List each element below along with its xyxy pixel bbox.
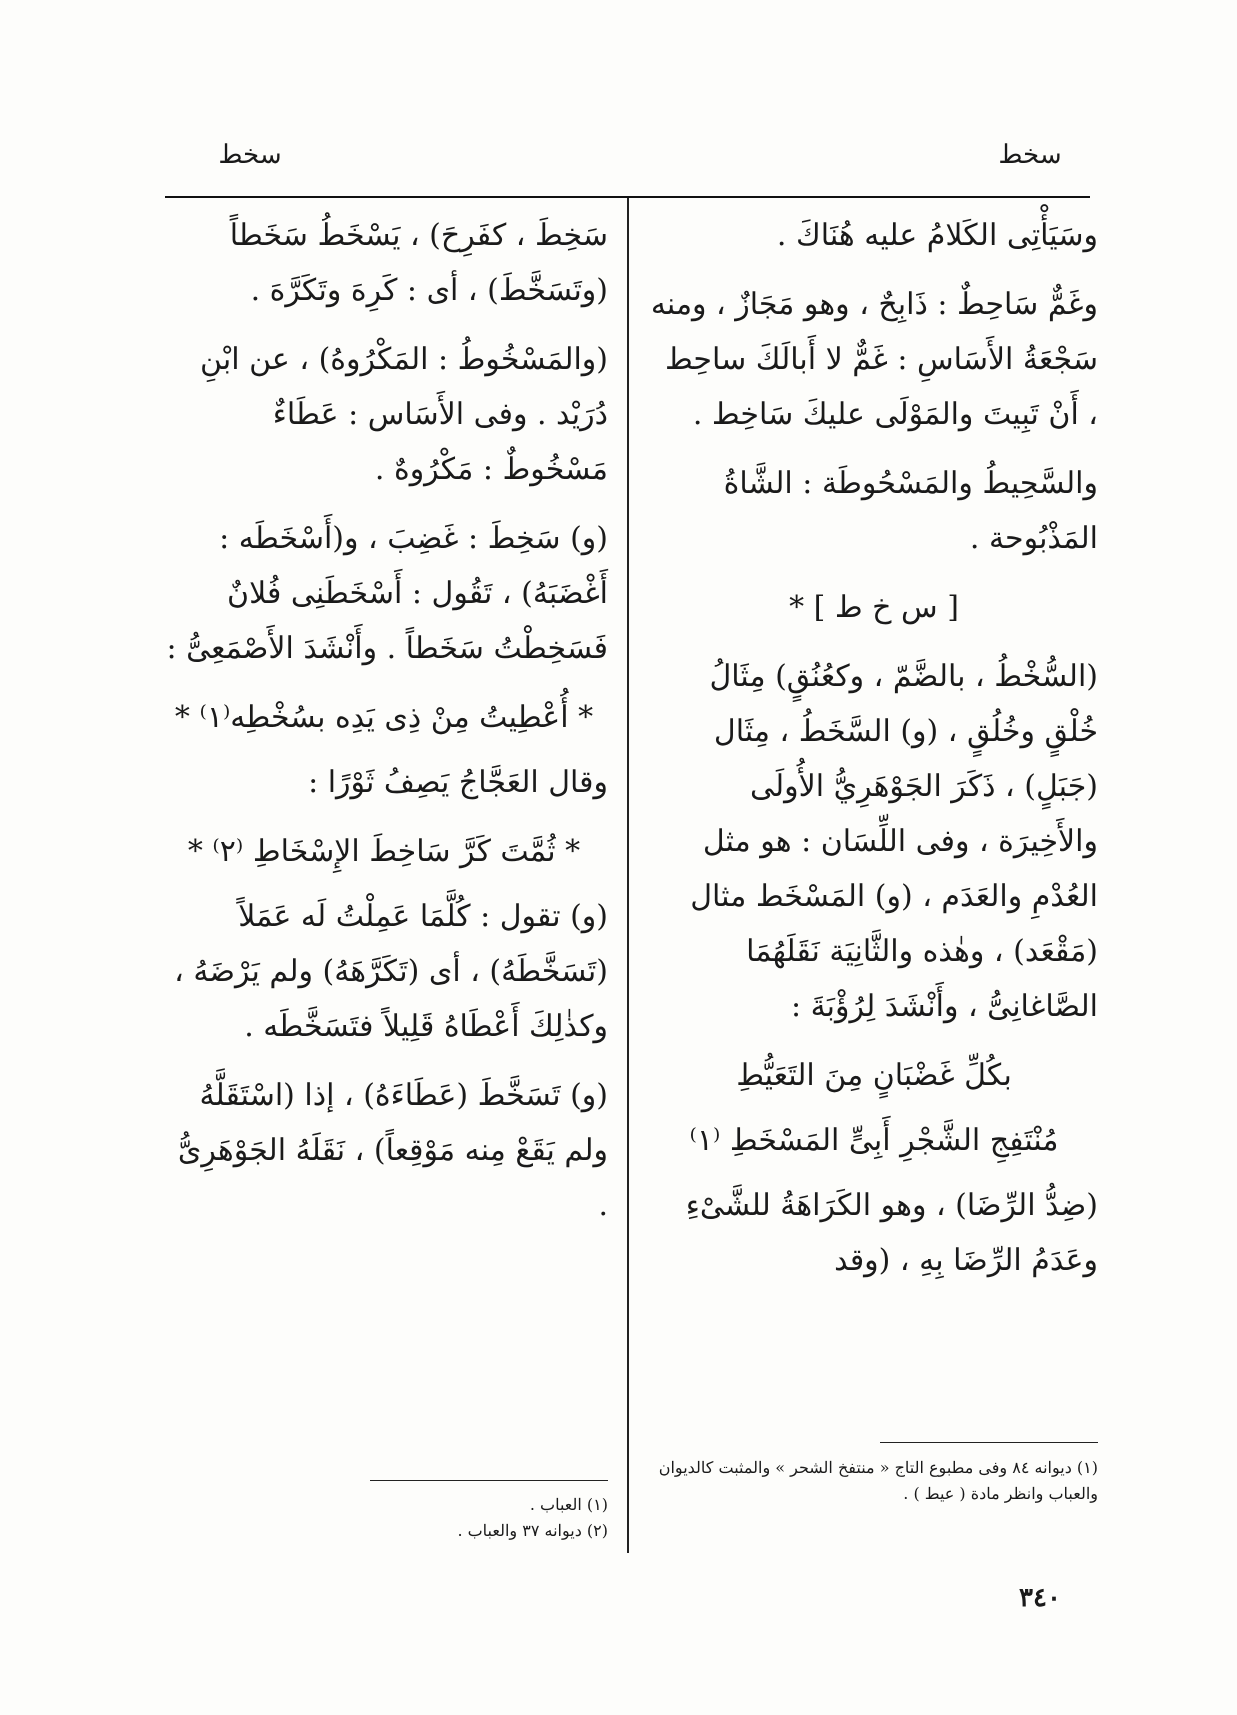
left-paragraph-2: (والمَسْخُوطُ : المَكْرُوهُ) ، عن ابْنِ دُرَيْد . وفى الأَسَاس : عَطَاءٌ مَسْخُوطٌ : مَكْرُوهٌ . bbox=[200, 342, 608, 487]
footnote-rule-left bbox=[370, 1480, 608, 1481]
left-paragraph-6: (و) تَسَخَّطَ (عَطَاءَهُ) ، إذا (اسْتَقَلَّهُ ولم يَقَعْ مِنه مَوْقِعاً) ، نَقَلَهُ الجَوْهَرِىُّ . bbox=[177, 1078, 608, 1223]
page-number: ٣٤٠ bbox=[1019, 1583, 1061, 1613]
footnotes-right bbox=[650, 1455, 1098, 1507]
left-paragraph-3: (و) سَخِطَ : غَضِبَ ، و(أَسْخَطَه : أَغْضَبَهُ) ، تَقُول : أَسْخَطَنِى فُلانٌ فَسَخِطْتُ سَخَطاً . وأَنْشَدَ الأَصْمَعِىُّ : bbox=[166, 521, 608, 666]
footnote-left-2: (٢) ديوانه ٣٧ والعباب . bbox=[457, 1521, 608, 1540]
entry-heading: [ س خ ط ] * bbox=[789, 590, 959, 625]
right-paragraph-1: وسَيَأْتِى الكَلامُ عليه هُنَاكَ . bbox=[776, 218, 1098, 253]
running-head-right: سخط bbox=[998, 140, 1062, 170]
right-paragraph-4: (السُّخْطُ ، بالضَّمّ ، وكعُنُقٍ) مِثَالُ خُلْقٍ وخُلُقٍ ، (و) السَّخَطُ ، مِثَال (جَبَلٍ) ، ذَكَرَ الجَوْهَرِيُّ الأُولَى والأَخِيرَة ، وفى اللِّسَان : هو مثل العُدْمِ والعَدَم ، (و) المَسْخَط مثال (مَقْعَد) ، وهٰذه والثَّانِيَة نَقَلَهُمَا الصَّاغانِىُّ ، وأَنْشَدَ لِرُؤْبَةَ : bbox=[690, 659, 1098, 1024]
right-paragraph-closing: (ضِدُّ الرِّضَا) ، وهو الكَرَاهَةُ للشَّىْءِ وعَدَمُ الرِّضَا بِهِ ، (وقد bbox=[685, 1188, 1098, 1278]
right-paragraph-2: وغَمٌّ سَاحِطٌ : ذَابِحٌ ، وهو مَجَازٌ ، ومنه سَجْعَةُ الأَسَاسِ : غَمٌّ لا أَبالَكَ ساحِط ، أَنْ تَبِيتَ والمَوْلَى عليكَ سَاخِط . bbox=[650, 287, 1098, 432]
left-paragraph-1: سَخِطَ ، كفَرِحَ) ، يَسْخَطُ سَخَطاً (وتَسَخَّطَ) ، أى : كَرِهَ وتَكَرَّهَ . bbox=[229, 218, 608, 308]
right-paragraph-3: والسَّحِيطُ والمَسْحُوطَة : الشَّاةُ المَذْبُوحة . bbox=[723, 466, 1098, 556]
footnotes-left bbox=[200, 1492, 608, 1544]
left-column bbox=[160, 208, 608, 1247]
verse-line-2: مُنْتَفِجِ الشَّجْرِ أَبِىٍّ المَسْخَطِ ⁽١⁾ bbox=[689, 1123, 1059, 1158]
verse-line-1: بكُلِّ غَضْبَانٍ مِنَ التَعَيُّطِ bbox=[736, 1058, 1012, 1093]
right-column bbox=[650, 208, 1098, 1302]
column-divider bbox=[627, 198, 629, 1553]
left-verse-1: * أُعْطِيتُ مِنْ ذِى يَدِه بسُخْطِه⁽١⁾ * bbox=[174, 700, 594, 735]
left-paragraph-5: (و) تقول : كُلَّمَا عَمِلْتُ لَه عَمَلاً (تَسَخَّطَهُ) ، أى (تَكَرَّهَهُ) ولم يَرْضَهُ ، وكذٰلِكَ أَعْطَاهُ قَلِيلاً فتَسَخَّطَه . bbox=[174, 899, 608, 1044]
running-head-left: سخط bbox=[218, 140, 282, 170]
left-verse-2: * ثُمَّتَ كَرَّ سَاخِطَ الإِسْخَاطِ ⁽٢⁾ * bbox=[187, 834, 581, 869]
footnote-left-1: (١) العباب . bbox=[529, 1495, 608, 1514]
footnote-rule-right bbox=[880, 1442, 1098, 1443]
footnote-right-1: (١) ديوانه ٨٤ وفى مطبوع التاج « منتفخ الشحر » والمثبت كالديوان والعباب وانظر مادة ( عيط ) . bbox=[658, 1458, 1098, 1503]
left-paragraph-4: وقال العَجَّاجُ يَصِفُ ثَوْرًا : bbox=[308, 765, 608, 800]
